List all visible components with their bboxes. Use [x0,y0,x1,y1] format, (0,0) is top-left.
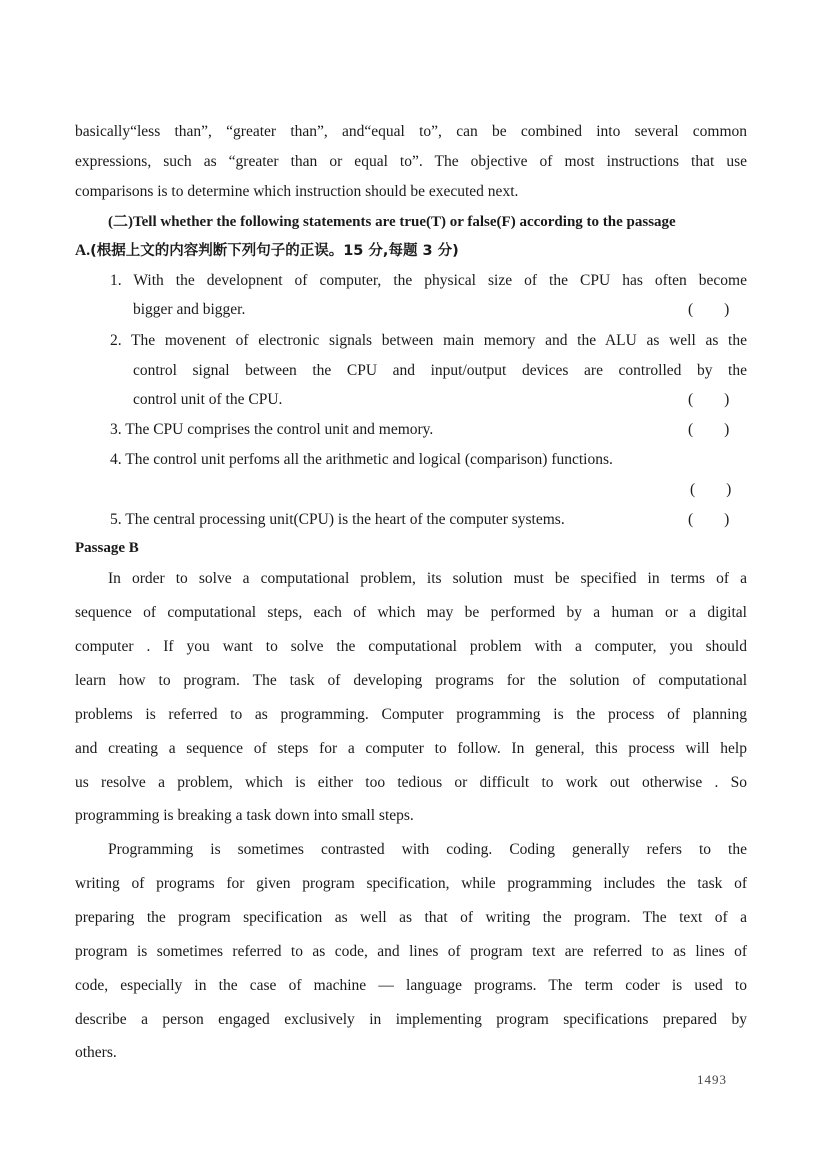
statement-1-line-1: 1. With the developnent of computer, the physical size of the CPU has often become [110,272,747,289]
passage-b-p1-line: sequence of computational steps, each of which may be performed by a human or a digital [75,604,747,621]
answer-blank-5[interactable]: ( ) [688,511,730,528]
answer-blank-1[interactable]: ( ) [688,301,730,318]
passage-b-p2-line: preparing the program specification as well as that of writing the program. The text of a [75,909,747,926]
answer-blank-2[interactable]: ( ) [688,391,730,408]
section-heading [108,212,676,232]
passage-b-p2-line: code, especially in the case of machine — language programs. The term coder is used to [75,977,747,994]
passage-b-p2-line: Programming is sometimes contrasted with coding. Coding generally refers to the [108,841,747,858]
answer-blank-3[interactable]: ( ) [688,421,730,438]
statement-2-line-3: control unit of the CPU. [133,391,283,408]
passage-b-p2-line: program is sometimes referred to as code, and lines of program text are referred to as lines of [75,943,747,960]
passage-b-p1-line: us resolve a problem, which is either too tedious or difficult to work out otherwise . So [75,774,747,791]
passage-b-p1-line: learn how to program. The task of developing programs for the solution of computational [75,672,747,689]
section-heading-prefix: (二) [108,214,133,230]
statement-2-line-1: 2. The movenent of electronic signals between main memory and the ALU as well as the [110,332,747,349]
section-heading-line-2 [75,241,459,261]
passage-b-p1-line: problems is referred to as programming. Computer programming is the process of planning [75,706,747,723]
passage-b-title: Passage B [75,540,139,556]
intro-line-1: basically“less than”, “greater than”, and“equal to”, can be combined into several common [75,123,747,140]
passage-b-p1-line: and creating a sequence of steps for a computer to follow. In general, this process will help [75,740,747,757]
passage-b-p1-line: programming is breaking a task down into small steps. [75,807,414,824]
section-heading-label: A. [75,242,91,259]
statement-4: 4. The control unit perfoms all the arithmetic and logical (comparison) functions. [110,451,613,468]
statement-2-line-2: control signal between the CPU and input/output devices are controlled by the [133,362,747,379]
statement-1-line-2: bigger and bigger. [133,301,246,318]
passage-b-p2-line: writing of programs for given program specification, while programming includes the task of [75,875,747,892]
statement-5: 5. The central processing unit(CPU) is the heart of the computer systems. [110,511,565,528]
section-heading-text: Tell whether the following statements are true(T) or false(F) according to the passage [133,214,676,230]
answer-blank-4[interactable]: ( ) [690,481,732,498]
passage-b-p2-line: describe a person engaged exclusively in implementing program specifications prepared by [75,1011,747,1028]
intro-line-3: comparisons is to determine which instruction should be executed next. [75,183,519,200]
intro-line-2: expressions, such as “greater than or equal to”. The objective of most instructions that use [75,153,747,170]
statement-3: 3. The CPU comprises the control unit and memory. [110,421,434,438]
section-heading-instructions: (根据上文的内容判断下列句子的正误。15 分,每题 3 分) [90,243,459,259]
passage-b-p2-line: others. [75,1044,117,1061]
passage-b-p1-line: In order to solve a computational problem, its solution must be specified in terms of a [108,570,747,587]
page-number: 1493 [697,1072,727,1087]
passage-b-p1-line: computer . If you want to solve the computational problem with a computer, you should [75,638,747,655]
